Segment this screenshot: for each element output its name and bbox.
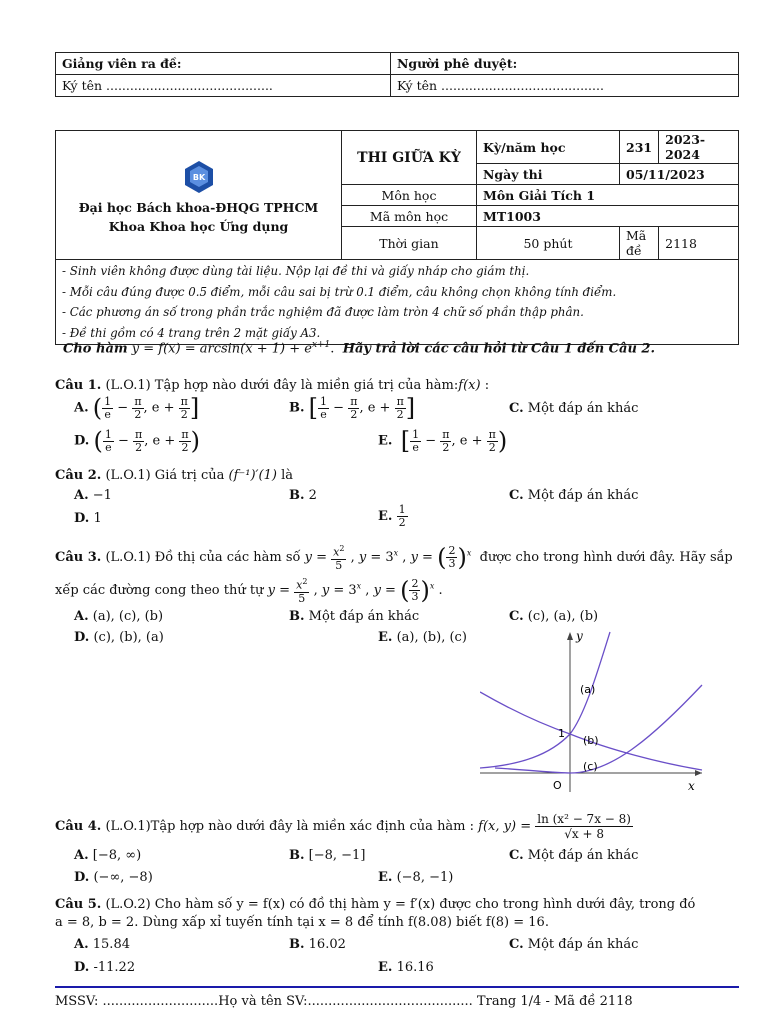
curve-a — [480, 632, 610, 768]
x-axis-arrow — [695, 770, 702, 776]
university-name: Đại học Bách khoa-ĐHQG TPHCM — [78, 200, 319, 215]
subject-label: Môn học — [342, 185, 477, 206]
exam-date: 05/11/2023 — [620, 164, 739, 185]
question-3-line-2: xếp các đường cong theo thứ tự y = $\frac{x^2}{5}$ , $y = 3^x$ , y = ( $\frac{2}{3}$ )$^x$ . — [55, 576, 443, 605]
subject: Môn Giải Tích 1 — [477, 185, 739, 206]
question-4: Câu 4. (L.O.1)Tập hợp nào dưới đây là miền xác định của hàm : f(x, y) = $\frac{\text{ln (x² − 7x − 8)}}{√x + 8}$ — [55, 812, 631, 841]
q2-option-c[interactable]: C. Một đáp án khác — [509, 488, 639, 503]
intro-line: Cho hàm $y = f(x) = \arcsin(x + 1) + e^{x+1}$. Hãy trả lời các câu hỏi từ Câu 1 đến Câu 2. — [63, 340, 655, 357]
note-line: - Các phương án số trong phần trắc nghiệm đã được làm tròn 4 chữ số phần thập phân. — [62, 305, 584, 319]
q2-option-e[interactable]: E. $\frac{1}{2}$ — [378, 503, 406, 529]
q3-option-d[interactable]: D. (c), (b), (a) — [74, 630, 164, 645]
q1-option-a[interactable]: A. ( $\frac{1}{e}$ − $\frac{\pi}{2}$ , e + $\frac{\pi}{2}$ ] — [74, 394, 200, 422]
q5-option-d[interactable]: D. -11.22 — [74, 960, 136, 975]
date-label: Ngày thi — [477, 164, 620, 185]
exam-header-table — [55, 130, 739, 345]
q1-option-b[interactable]: B. [ $\frac{1}{e}$ − $\frac{\pi}{2}$ , e + $\frac{\pi}{2}$ ] — [289, 394, 416, 422]
approver-label: Người phê duyệt: — [391, 53, 739, 75]
q5-option-a[interactable]: A. 15.84 — [74, 937, 130, 952]
q5-option-c[interactable]: C. Một đáp án khác — [509, 937, 639, 952]
note-line: - Mỗi câu đúng được 0.5 điểm, mỗi câu sai bị trừ 0.1 điểm, câu không chọn không tính điểm. — [62, 284, 617, 299]
label-x: x — [688, 779, 695, 793]
semester-label: Kỳ/năm học — [477, 131, 620, 164]
semester: 231 — [620, 131, 659, 164]
q2-option-b[interactable]: B. 2 — [289, 488, 317, 503]
exam-title: THI GIỮA KỲ — [342, 131, 477, 185]
faculty-name: Khoa Khoa học Ứng dụng — [108, 219, 289, 234]
label-y: y — [576, 630, 583, 643]
q1-option-d[interactable]: D. ( $\frac{1}{e}$ − $\frac{\pi}{2}$ , e + $\frac{\pi}{2}$ ) — [74, 427, 200, 455]
time-label: Thời gian — [342, 227, 477, 260]
exam-time: 50 phút — [477, 227, 620, 260]
q3-option-e[interactable]: E. (a), (b), (c) — [378, 630, 467, 645]
exam-notes — [56, 260, 739, 345]
q3-option-b[interactable]: B. Một đáp án khác — [289, 609, 420, 624]
curve-b — [480, 692, 702, 770]
q3-option-c[interactable]: C. (c), (a), (b) — [509, 609, 599, 624]
q4-option-e[interactable]: E. (−8, −1) — [378, 870, 454, 885]
q1-option-c[interactable]: C. Một đáp án khác — [509, 401, 639, 416]
label-c: (c) — [583, 760, 598, 773]
signature-table — [55, 52, 739, 97]
label-origin: O — [553, 779, 562, 792]
question-5-line-2: a = 8, b = 2. Dùng xấp xỉ tuyến tính tại x = 8 để tính f(8.08) biết f(8) = 16. — [55, 915, 549, 930]
q5-option-e[interactable]: E. 16.16 — [378, 960, 434, 975]
question-1: Câu 1. (L.O.1) Tập hợp nào dưới đây là miền giá trị của hàm:f(x) : — [55, 378, 490, 393]
note-line: - Sinh viên không được dùng tài liệu. Nộp lại đề thi và giấy nháp cho giám thị. — [62, 264, 530, 278]
exam-code-label: Mã đề — [620, 227, 659, 260]
q2-option-a[interactable]: A. −1 — [74, 488, 112, 503]
university-logo — [184, 160, 214, 194]
label-a: (a) — [580, 683, 596, 696]
q4-option-a[interactable]: A. [−8, ∞) — [74, 848, 142, 863]
note-line: - Đề thi gồm có 4 trang trên 2 mặt giấy A3. — [62, 325, 321, 340]
intro-function: y = f(x) = arcsin(x + 1) + e — [131, 341, 312, 357]
y-axis-arrow — [567, 632, 573, 640]
q2-option-d[interactable]: D. 1 — [74, 511, 102, 526]
q3-graph — [480, 630, 710, 795]
label-b: (b) — [583, 734, 599, 747]
exam-code: 2118 — [659, 227, 739, 260]
page-footer — [55, 986, 739, 1009]
q1-option-e[interactable]: E. [ $\frac{1}{e}$ − $\frac{\pi}{2}$ , e + $\frac{\pi}{2}$ ) — [378, 427, 508, 455]
q4-option-c[interactable]: C. Một đáp án khác — [509, 848, 639, 863]
q4-option-b[interactable]: B. [−8, −1] — [289, 848, 366, 863]
q4-option-d[interactable]: D. (−∞, −8) — [74, 870, 153, 885]
q5-option-b[interactable]: B. 16.02 — [289, 937, 346, 952]
question-2: Câu 2. (L.O.1) Giá trị của (f⁻¹)′(1) là — [55, 468, 293, 483]
intro-instruction: Hãy trả lời các câu hỏi từ Câu 1 đến Câu 2. — [342, 341, 655, 357]
footer-text: MSSV: ............................Họ và tên SV:........................................ Trang 1/4 - Mã đề 2118 — [55, 994, 633, 1009]
code-label: Mã môn học — [342, 206, 477, 227]
year: 2023-2024 — [659, 131, 739, 164]
svg-text:BK: BK — [192, 173, 205, 182]
question-3-line-1: Câu 3. (L.O.1) Đồ thị của các hàm số y = $\frac{x^2}{5}$ , $y = 3^x$ , y = ( $\frac{2}{3}$ )$^x$ được cho trong hình dưới đây. Hãy sắp — [55, 543, 733, 572]
lecturer-signature: Ký tên .......................................... — [56, 75, 391, 97]
course-code: MT1003 — [477, 206, 739, 227]
university-cell — [56, 131, 342, 260]
label-one: 1 — [558, 727, 565, 740]
approver-signature: Ký tên ......................................... — [391, 75, 739, 97]
lecturer-label: Giảng viên ra đề: — [56, 53, 391, 75]
q3-option-a[interactable]: A. (a), (c), (b) — [74, 609, 164, 624]
question-5-line-1: Câu 5. (L.O.2) Cho hàm số y = f(x) có đồ thị hàm y = f′(x) được cho trong hình dưới đây, trong đó — [55, 897, 696, 912]
